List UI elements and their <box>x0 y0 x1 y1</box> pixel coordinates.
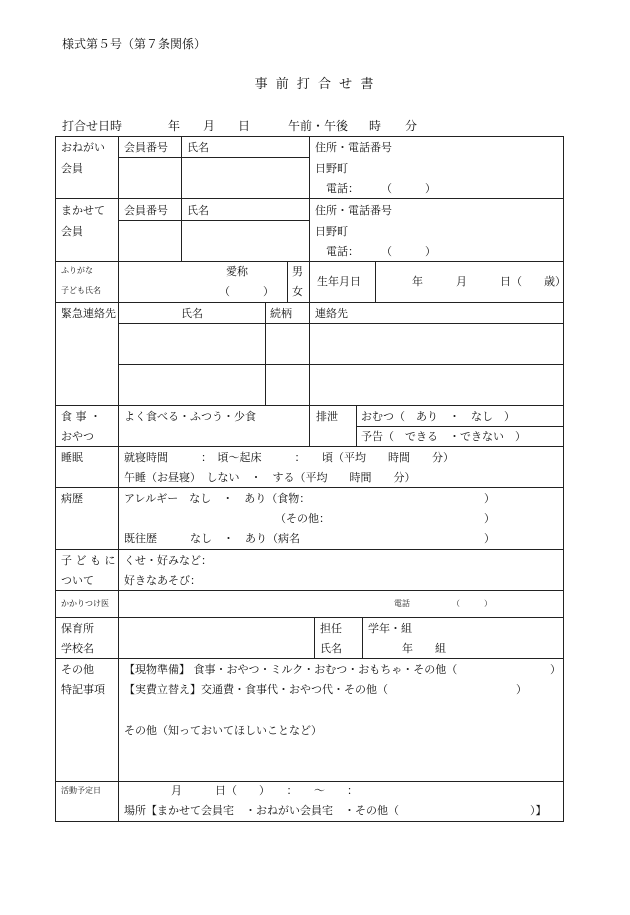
request-member-phone: 電話： （ ） <box>326 182 436 195</box>
request-member-address-label: 住所・電話番号 <box>315 141 392 154</box>
history-label: 病歴 <box>61 492 83 505</box>
school-label-1: 保育所 <box>61 622 94 635</box>
document-title: 事 前 打 合 せ 書 <box>254 77 376 92</box>
child-name-label: 子ども氏名 <box>61 286 101 295</box>
sleep-label: 睡眠 <box>61 451 83 464</box>
about-child-play: 好きなあそび： <box>124 574 201 587</box>
child-nickname-paren: （ ） <box>219 285 274 298</box>
teacher-label-1: 担任 <box>320 622 342 635</box>
emergency-contact-label: 連絡先 <box>315 307 348 320</box>
activity-place: 場所【まかせて会員宅 ・おねがい会員宅 ・その他（ <box>124 804 399 817</box>
school-label-2: 学校名 <box>61 642 94 655</box>
request-member-name-label: 氏名 <box>187 141 209 154</box>
child-furigana-label: ふりがな <box>61 266 93 275</box>
other-goods-close: ） <box>550 663 561 676</box>
teacher-label-2: 氏名 <box>320 642 342 655</box>
entrust-member-address-label: 住所・電話番号 <box>315 204 392 217</box>
child-female: 女 <box>292 285 303 298</box>
about-child-label-1: 子 ど も に <box>61 554 116 567</box>
sleep-nap: 午睡（お昼寝） しない ・ する（平均 時間 分） <box>124 471 416 484</box>
other-expenses-close: ） <box>516 683 527 696</box>
activity-date-time: 月 日（ ） ： 〜 ： <box>171 784 358 797</box>
form-table <box>55 136 564 822</box>
meal-options: よく食べる・ふつう・少食 <box>124 410 256 423</box>
doctor-label: かかりつけ医 <box>61 599 109 608</box>
other-label-2: 特記事項 <box>61 683 105 696</box>
diaper-options: おむつ（ あり ・ なし ） <box>361 410 515 423</box>
doctor-phone-label: 電話 <box>394 599 410 608</box>
sleep-bedtime: 就寝時間 ： 頃〜起床 ： 頃（平均 時間 分） <box>124 451 454 464</box>
emergency-name-label: 氏名 <box>181 307 203 320</box>
history-allergy: アレルギー なし ・ あり（食物： <box>124 492 311 505</box>
entrust-member-name-label: 氏名 <box>187 204 209 217</box>
child-nickname-label: 愛称 <box>226 265 248 278</box>
entrust-member-no-label: 会員番号 <box>124 204 168 217</box>
excretion-label: 排泄 <box>316 410 338 423</box>
child-birth-label: 生年月日 <box>317 275 361 288</box>
meeting-hour: 時 <box>369 119 382 133</box>
history-past-close: ） <box>484 532 495 545</box>
grade-class-label: 学年・組 <box>368 622 412 635</box>
request-member-town: 日野町 <box>315 162 348 175</box>
entrust-member-town: 日野町 <box>315 225 348 238</box>
other-goods: 【現物準備】 食事・おやつ・ミルク・おむつ・おもちゃ・その他（ <box>124 663 458 676</box>
meeting-minute: 分 <box>405 119 418 133</box>
child-male: 男 <box>292 265 303 278</box>
other-expenses: 【実費立替え】交通費・食事代・おやつ代・その他（ <box>124 683 388 696</box>
form-number: 様式第５号（第７条関係） <box>62 37 207 51</box>
meeting-ampm: 午前・午後 <box>288 119 349 133</box>
history-past: 既往歴 なし ・ あり（病名 <box>124 532 300 545</box>
meeting-day: 日 <box>238 119 251 133</box>
grade-class-fields: 年 組 <box>402 642 446 655</box>
emergency-label: 緊急連絡先 <box>61 307 116 320</box>
other-note: その他（知っておいてほしいことなど） <box>124 724 322 737</box>
meeting-label: 打合せ日時 <box>62 119 123 133</box>
meal-label-1: 食 事 ・ <box>61 410 101 423</box>
meeting-month: 月 <box>203 119 216 133</box>
emergency-relation-label: 続柄 <box>270 307 292 320</box>
entrust-member-phone: 電話： （ ） <box>326 245 436 258</box>
meal-label-2: おやつ <box>61 430 94 443</box>
activity-label: 活動予定日 <box>61 786 101 795</box>
history-other-close: ） <box>484 512 495 525</box>
activity-place-close: ）】 <box>530 804 547 817</box>
entrust-member-label-1: まかせて <box>61 204 105 217</box>
entrust-member-label-2: 会員 <box>61 225 83 238</box>
notice-options: 予告（ できる ・できない ） <box>361 430 526 443</box>
history-allergy-close: ） <box>484 492 495 505</box>
other-label-1: その他 <box>61 663 94 676</box>
child-birth-fields: 年 月 日（ 歳） <box>412 275 566 288</box>
request-member-label-1: おねがい <box>61 141 105 154</box>
request-member-label-2: 会員 <box>61 162 83 175</box>
about-child-label-2: ついて <box>61 574 94 587</box>
history-other: （その他： <box>275 512 330 525</box>
doctor-phone-paren: （ ） <box>452 599 492 608</box>
meeting-year: 年 <box>168 119 181 133</box>
request-member-no-label: 会員番号 <box>124 141 168 154</box>
about-child-habits: くせ・好みなど： <box>124 554 212 567</box>
